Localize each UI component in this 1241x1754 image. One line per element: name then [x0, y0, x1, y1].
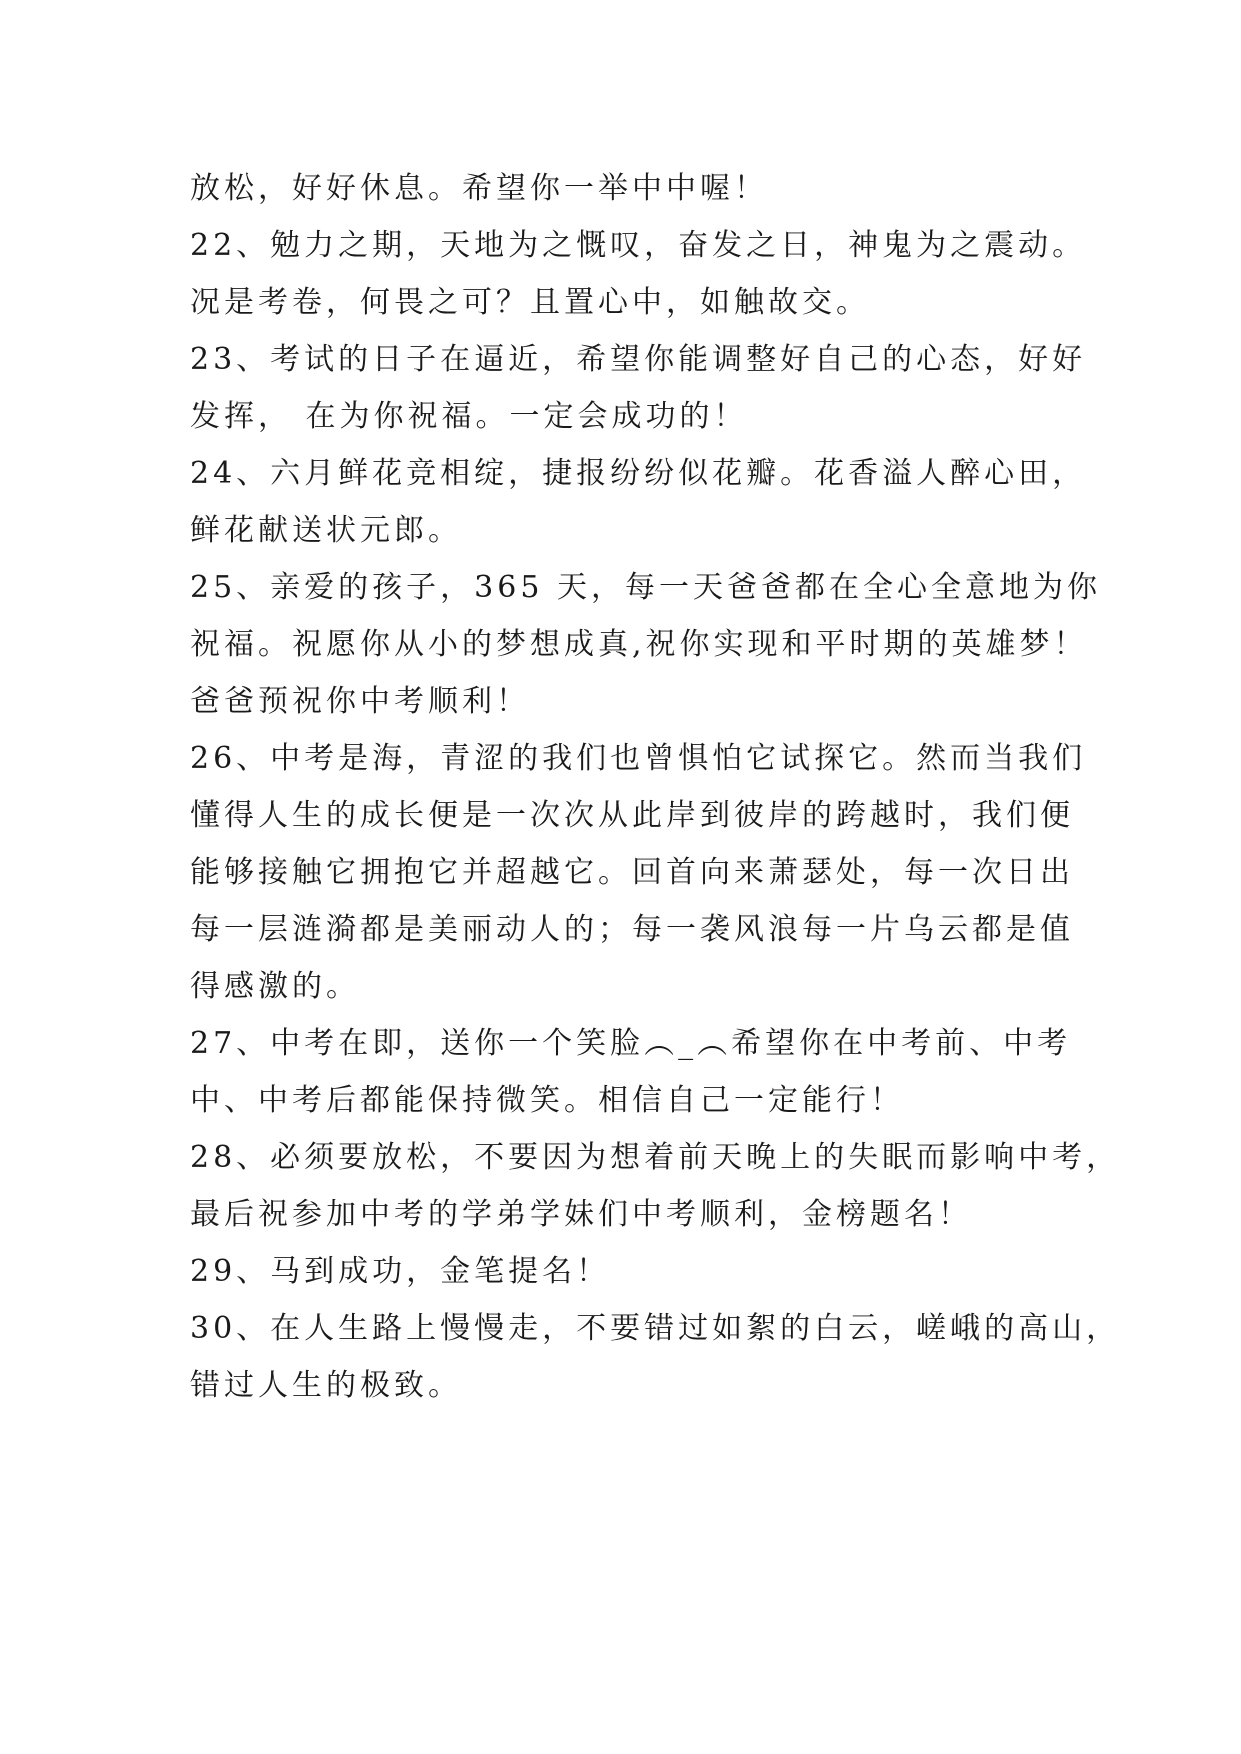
- text-line: 中、中考后都能保持微笑。相信自己一定能行！: [190, 1083, 904, 1118]
- text-line: 25、亲爱的孩子，365 天，每一天爸爸都在全心全意地为你: [190, 570, 1101, 605]
- text-line: 23、考试的日子在逼近，希望你能调整好自己的心态，好好: [190, 342, 1087, 377]
- text-line: 错过人生的极致。: [190, 1368, 462, 1403]
- text-line: 30、在人生路上慢慢走，不要错过如絮的白云，嵯峨的高山，: [190, 1311, 1121, 1346]
- text-line: 26、中考是海，青涩的我们也曾惧怕它试探它。然而当我们: [190, 741, 1087, 776]
- text-line: 每一层涟漪都是美丽动人的；每一袭风浪每一片乌云都是值: [190, 912, 1074, 947]
- text-line: 28、必须要放松，不要因为想着前天晚上的失眠而影响中考，: [190, 1140, 1121, 1175]
- text-line: 况是考卷，何畏之可？且置心中，如触故交。: [190, 285, 870, 320]
- text-line: 发挥， 在为你祝福。一定会成功的！: [190, 399, 748, 434]
- document-body: [190, 160, 1121, 1414]
- text-line: 爸爸预祝你中考顺利！: [190, 684, 530, 719]
- text-line: 放松，好好休息。希望你一举中中喔！: [190, 171, 768, 206]
- text-line: 27、中考在即，送你一个笑脸︵_︵希望你在中考前、中考: [190, 1026, 1072, 1061]
- text-line: 得感激的。: [190, 969, 360, 1004]
- text-line: 29、马到成功，金笔提名！: [190, 1254, 611, 1289]
- text-line: 24、六月鲜花竞相绽，捷报纷纷似花瓣。花香溢人醉心田，: [190, 456, 1087, 491]
- text-line: 最后祝参加中考的学弟学妹们中考顺利，金榜题名！: [190, 1197, 972, 1232]
- text-line: 鲜花献送状元郎。: [190, 513, 462, 548]
- text-line: 22、勉力之期，天地为之慨叹，奋发之日，神鬼为之震动。: [190, 228, 1087, 263]
- text-line: 能够接触它拥抱它并超越它。回首向来萧瑟处，每一次日出: [190, 855, 1074, 890]
- text-line: 懂得人生的成长便是一次次从此岸到彼岸的跨越时，我们便: [190, 798, 1074, 833]
- text-line: 祝福。祝愿你从小的梦想成真,祝你实现和平时期的英雄梦！: [190, 627, 1088, 662]
